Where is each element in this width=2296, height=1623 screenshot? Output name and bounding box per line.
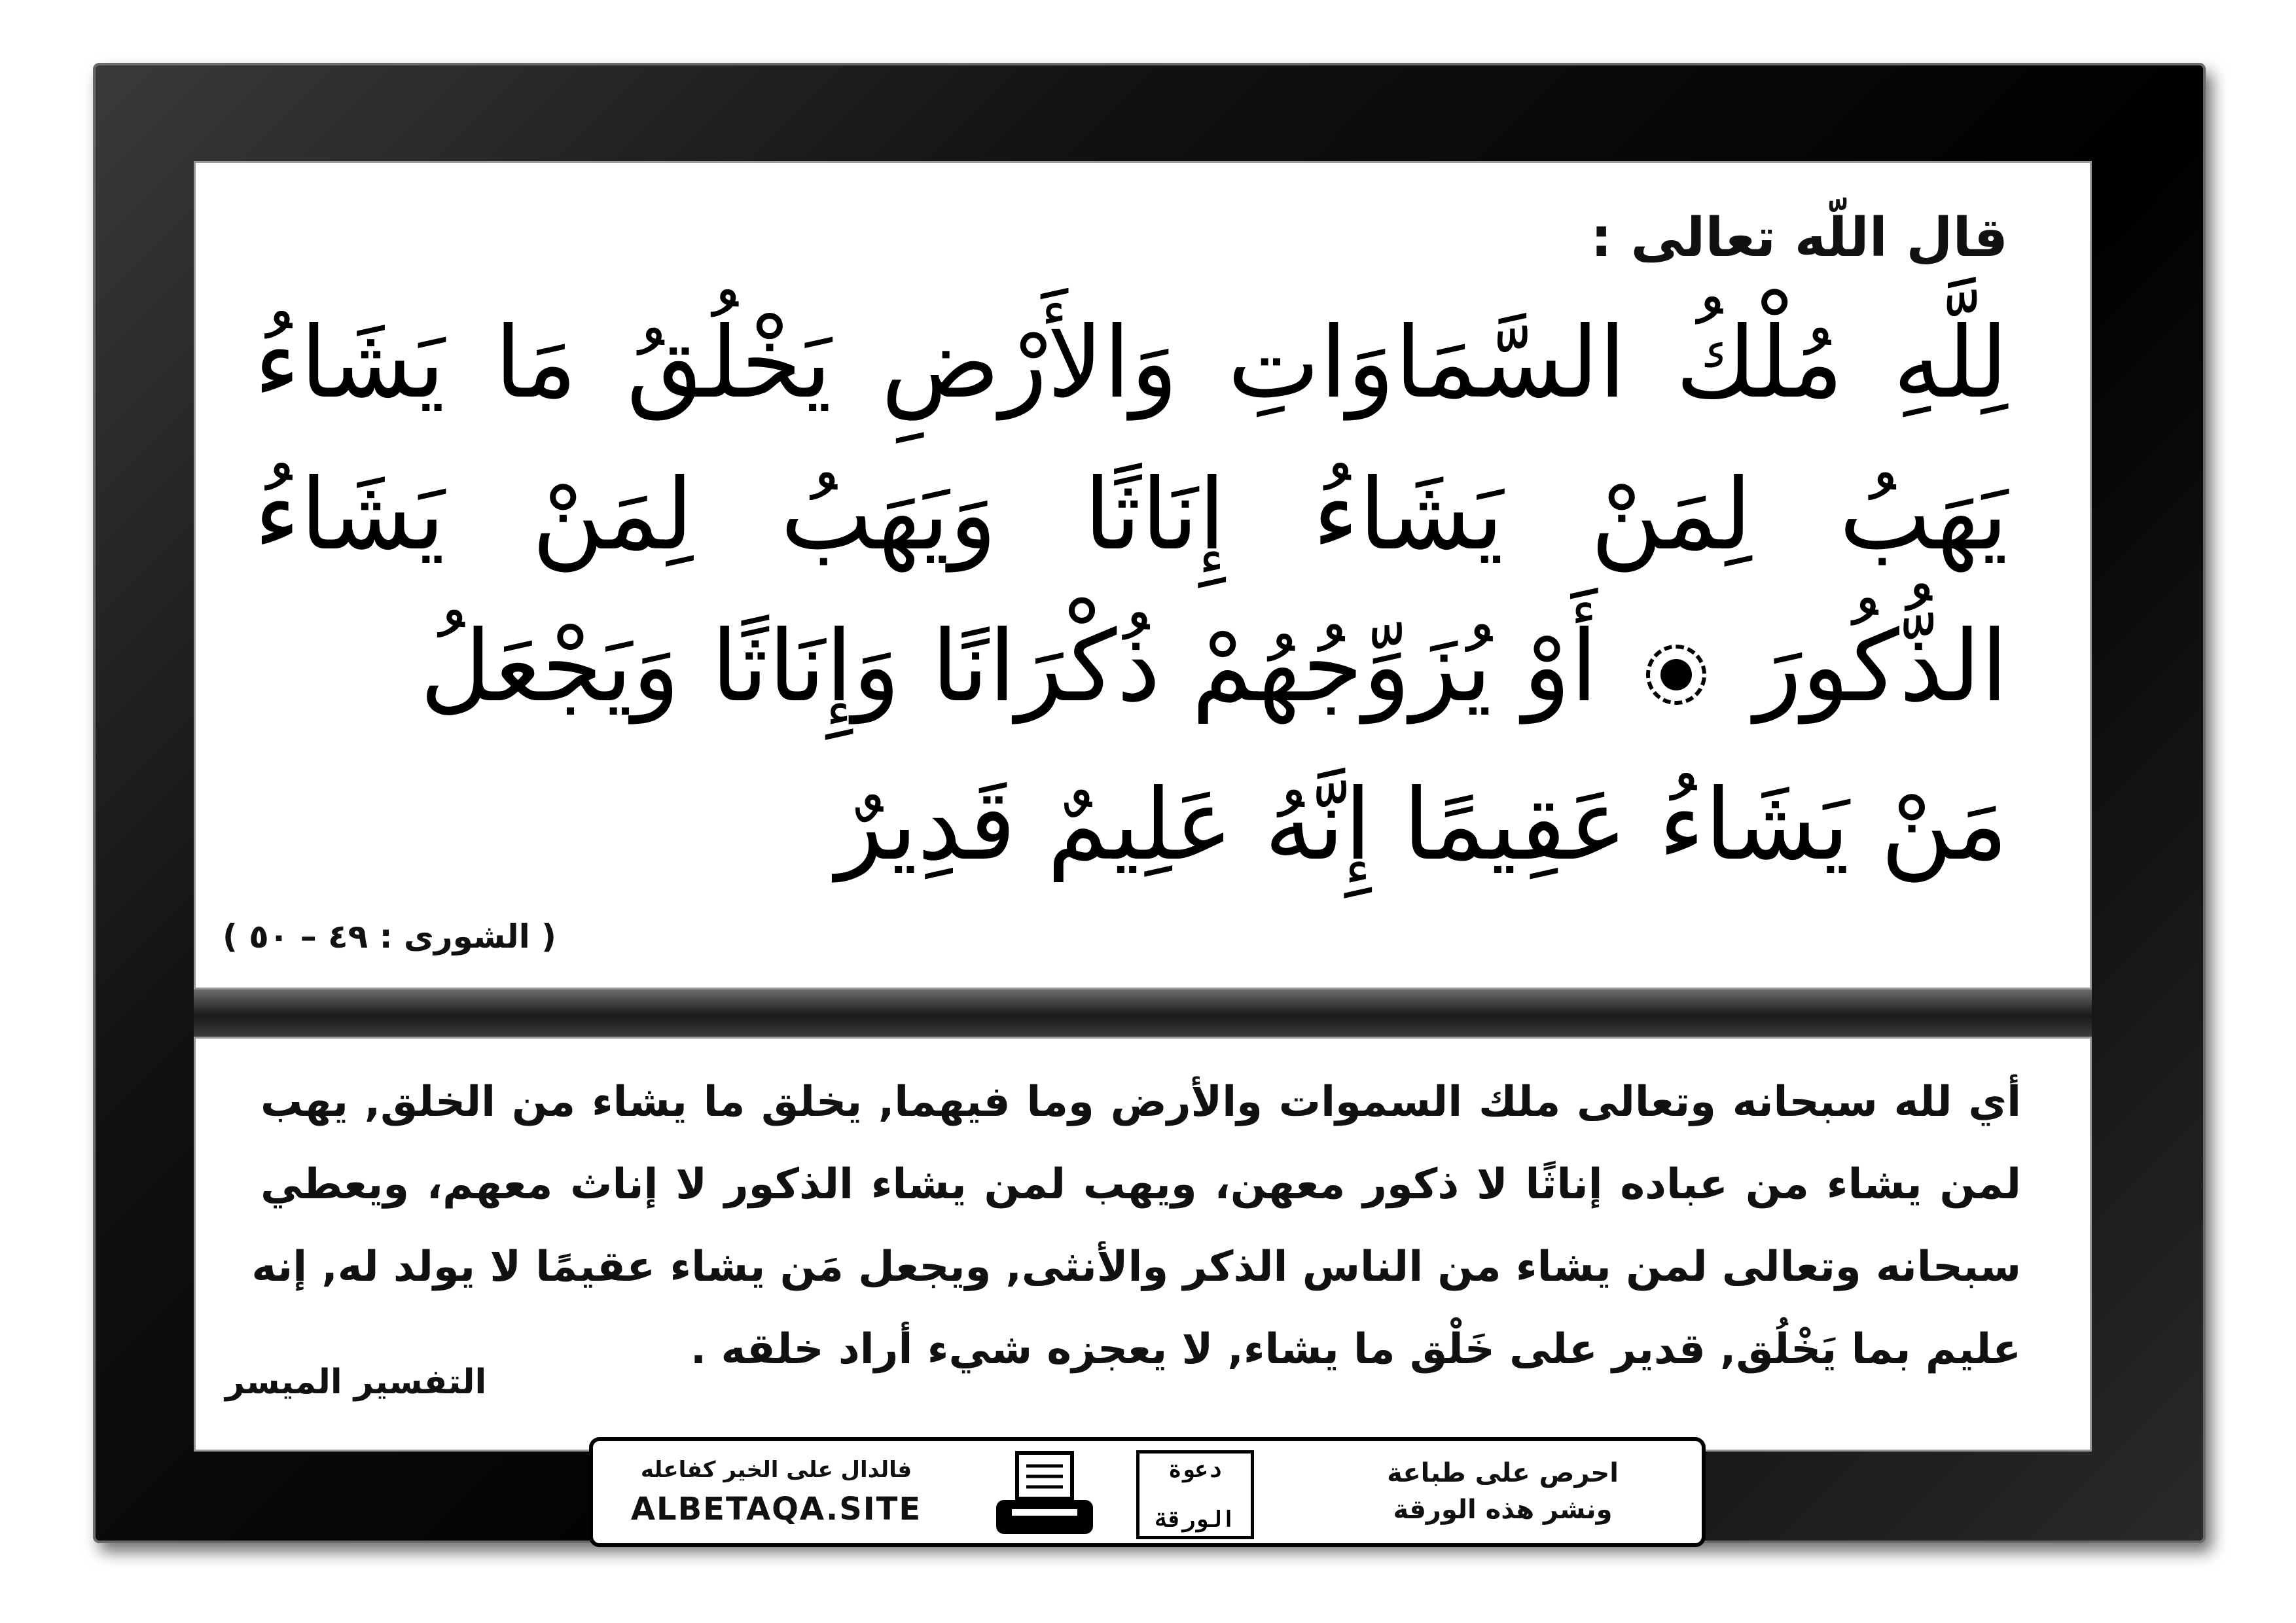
tafsir-line-3: سبحانه وتعالى لمن يشاء من الناس الذكر والأنثى, ويجعل مَن يشاء عقيمًا لا يولد له, إنه xyxy=(251,1243,2021,1291)
site-link[interactable]: ALBETAQA.SITE xyxy=(630,1491,922,1527)
tafsir-line-1: أي لله سبحانه وتعالى ملك السموات والأرض وما فيهما, يخلق ما يشاء من الخلق, يهب xyxy=(260,1078,2021,1126)
slogan-text: فالدال على الخير كفاعله xyxy=(640,1457,912,1483)
footer-banner xyxy=(589,1437,1706,1547)
ayah-end-marker-icon xyxy=(1646,645,1706,705)
banner-call-block xyxy=(1319,1455,1686,1534)
call-line-1: احرص على طباعة xyxy=(1387,1458,1619,1488)
banner-site-block xyxy=(606,1453,946,1531)
dawat-alwaraqa-logo xyxy=(1136,1450,1254,1539)
tafsir-source: التفسير الميسر xyxy=(225,1363,487,1402)
intro-heading: قال اللّه تعالى : xyxy=(1590,207,2008,269)
tafsir-line-2: لمن يشاء من عباده إناثًا لا ذكور معهن، ويهب لمن يشاء الذكور لا إناث معهم، ويعطي xyxy=(260,1160,2021,1209)
verse-line-3-start: الذُّكُورَ xyxy=(1754,610,2008,724)
verse-reference: ( الشورى : ٤٩ – ٥٠ ) xyxy=(223,918,557,955)
verse-line-2: يَهَبُ لِمَنْ يَشَاءُ إِنَاثًا وَيَهَبُ لِمَنْ يَشَاءُ xyxy=(254,458,2008,572)
verse-line-3 xyxy=(254,610,2008,724)
call-line-2: ونشر هذه الورقة xyxy=(1393,1495,1613,1525)
printer-icon xyxy=(992,1450,1097,1538)
logo-top-word: دعوة xyxy=(1168,1457,1222,1483)
verse-line-3-end: أَوْ يُزَوِّجُهُمْ ذُكْرَانًا وَإِنَاثًا وَيَجْعَلُ xyxy=(420,610,1598,724)
tafsir-line-4: عليم بما يَخْلُق, قدير على خَلْق ما يشاء, لا يعجزه شيء أراد خلقه . xyxy=(690,1325,2021,1374)
panel-divider xyxy=(194,990,2092,1037)
verse-line-4: مَنْ يَشَاءُ عَقِيمًا إِنَّهُ عَلِيمٌ قَدِيرٌ xyxy=(836,768,2008,882)
verse-line-1: لِلَّهِ مُلْكُ السَّمَاوَاتِ وَالأَرْضِ يَخْلُقُ مَا يَشَاءُ xyxy=(254,306,2008,420)
logo-bottom-word: الورقة xyxy=(1155,1507,1236,1533)
